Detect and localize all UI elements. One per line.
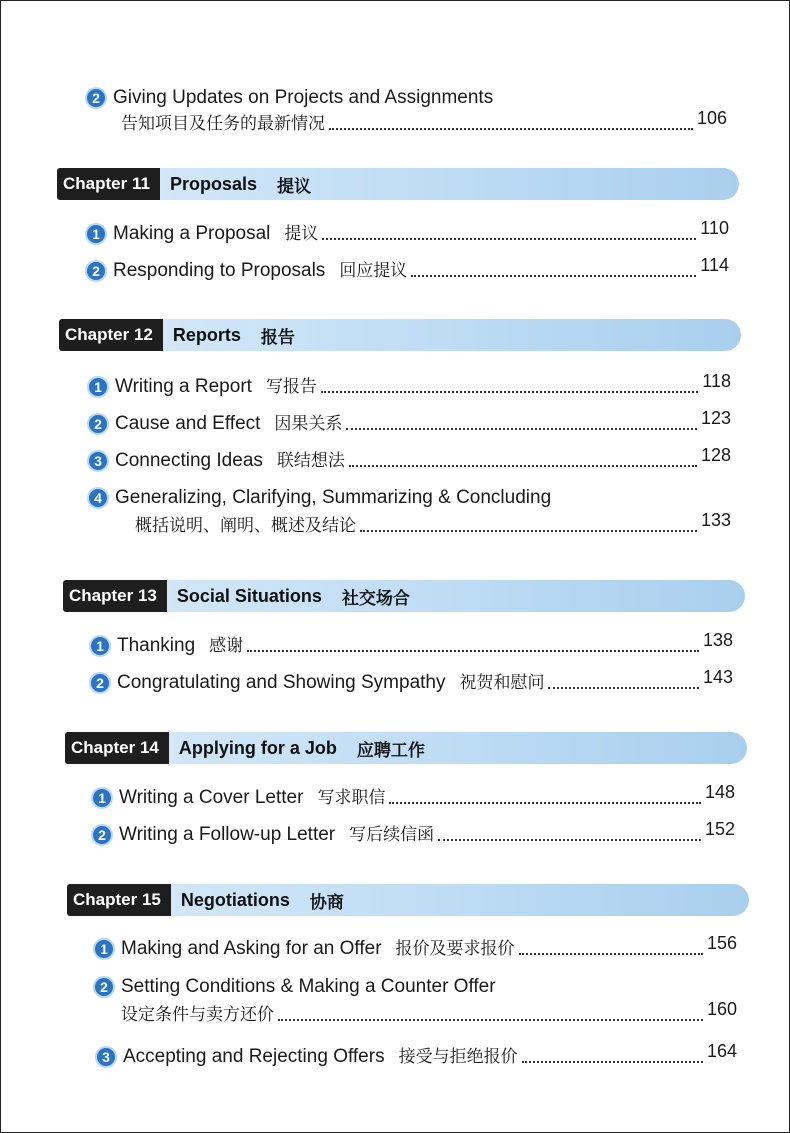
chapter-tag: Chapter 14 [65,732,169,764]
entry-page-number: 110 [700,218,729,238]
entry-number-badge: 2 [89,672,111,694]
chapter-title-zh: 协商 [309,892,344,913]
entry-title-zh: 告知项目及任务的最新情况 [121,114,325,134]
entry-page-number: 138 [702,630,733,650]
entry-title-en: Connecting Ideas [115,450,263,471]
chapter-header-11[interactable] [57,168,739,200]
entry-title-en: Generalizing, Clarifying, Summarizing & Concluding [115,487,552,508]
entry-title-en: Congratulating and Showing Sympathy [117,672,446,693]
toc-entry[interactable] [91,819,735,846]
entry-page-number: 114 [700,255,729,275]
entry-page-number: 133 [700,510,731,530]
entry-title-zh: 写求职信 [317,788,386,808]
entry-title-zh: 回应提议 [339,261,408,281]
toc-entry[interactable] [87,408,731,435]
chapter-title-zh: 应聘工作 [356,740,425,761]
chapter-title-zh: 报告 [260,327,295,348]
chapter-header-12[interactable] [59,319,741,351]
entry-title-zh: 联结想法 [276,451,345,471]
entry-number-badge: 2 [85,87,107,109]
toc-entry[interactable] [87,371,731,398]
entry-page-number: 106 [696,108,727,128]
entry-number-badge: 3 [95,1046,117,1068]
entry-page-number: 156 [706,933,737,953]
leader-dots [389,802,701,804]
toc-entry[interactable] [93,933,737,960]
entry-title-zh: 报价及要求报价 [395,939,515,959]
toc-entry[interactable] [89,667,733,694]
leader-dots [329,128,693,130]
toc-entry[interactable] [85,218,729,245]
leader-dots [349,465,697,467]
chapter-tag: Chapter 11 [57,168,160,200]
chapter-tag: Chapter 15 [67,884,171,916]
entry-page-number: 118 [702,371,731,391]
entry-number-badge: 2 [87,413,109,435]
entry-number-badge: 2 [91,824,113,846]
entry-page-number: 160 [706,999,737,1019]
leader-dots [522,1061,703,1063]
entry-title-en: Accepting and Rejecting Offers [123,1046,385,1067]
entry-title-en: Making a Proposal [113,223,271,244]
toc-entry[interactable] [85,255,729,282]
leader-dots [438,839,701,841]
entry-number-badge: 2 [85,260,107,282]
leader-dots [321,391,698,393]
leader-dots [411,275,696,277]
entry-title-zh: 提议 [284,224,319,244]
entry-title-zh: 感谢 [209,636,244,656]
entry-title-zh: 写后续信函 [349,825,435,845]
chapter-title: Reports [172,324,241,345]
entry-number-badge: 1 [93,938,115,960]
toc-entry[interactable] [91,782,735,809]
chapter-title: Applying for a Job [178,737,337,758]
leader-dots [519,953,703,955]
chapter-header-14[interactable] [65,732,747,764]
entry-title-en: Writing a Report [115,376,252,397]
entry-title-en: Giving Updates on Projects and Assignments [113,87,494,108]
entry-page-number: 123 [700,408,731,428]
chapter-header-13[interactable] [63,580,745,612]
entry-page-number: 164 [706,1041,737,1061]
entry-title-zh: 概括说明、阐明、概述及结论 [135,516,356,536]
entry-page-number: 152 [704,819,735,839]
chapter-header-15[interactable] [67,884,749,916]
chapter-title: Negotiations [180,889,290,910]
entry-title-en: Thanking [117,635,196,656]
chapter-tag: Chapter 12 [59,319,163,351]
entry-number-badge: 3 [87,450,109,472]
entry-title-en: Setting Conditions & Making a Counter Offer [121,976,496,997]
entry-page-number: 148 [704,782,735,802]
chapter-title-zh: 社交场合 [341,588,410,609]
entry-title-en: Making and Asking for an Offer [121,938,382,959]
leader-dots [247,650,699,652]
entry-number-badge: 1 [91,787,113,809]
entry-title-en: Writing a Follow-up Letter [119,824,336,845]
entry-title-zh: 接受与拒绝报价 [398,1047,518,1067]
entry-title-zh: 设定条件与卖方还价 [121,1005,274,1025]
toc-entry[interactable] [87,445,731,472]
leader-dots [360,530,697,532]
entry-number-badge: 1 [89,635,111,657]
leader-dots [346,428,697,430]
leader-dots [548,687,698,689]
toc-entry[interactable] [89,630,733,657]
entry-number-badge: 1 [85,223,107,245]
chapter-title-zh: 提议 [276,176,311,197]
entry-title-en: Cause and Effect [115,413,261,434]
entry-number-badge: 1 [87,376,109,398]
entry-title-en: Writing a Cover Letter [119,787,304,808]
entry-page-number: 128 [700,445,731,465]
entry-title-zh: 因果关系 [274,414,343,434]
toc-entry[interactable] [95,1041,737,1068]
leader-dots [322,238,696,240]
chapter-title: Proposals [169,173,257,194]
entry-page-number: 143 [702,667,733,687]
leader-dots [278,1019,703,1021]
entry-title-zh: 祝贺和慰问 [459,673,545,693]
chapter-tag: Chapter 13 [63,580,167,612]
entry-title-en: Responding to Proposals [113,260,326,281]
entry-number-badge: 4 [87,487,109,509]
chapter-title: Social Situations [176,585,322,606]
entry-title-zh: 写报告 [265,377,317,397]
entry-number-badge: 2 [93,976,115,998]
